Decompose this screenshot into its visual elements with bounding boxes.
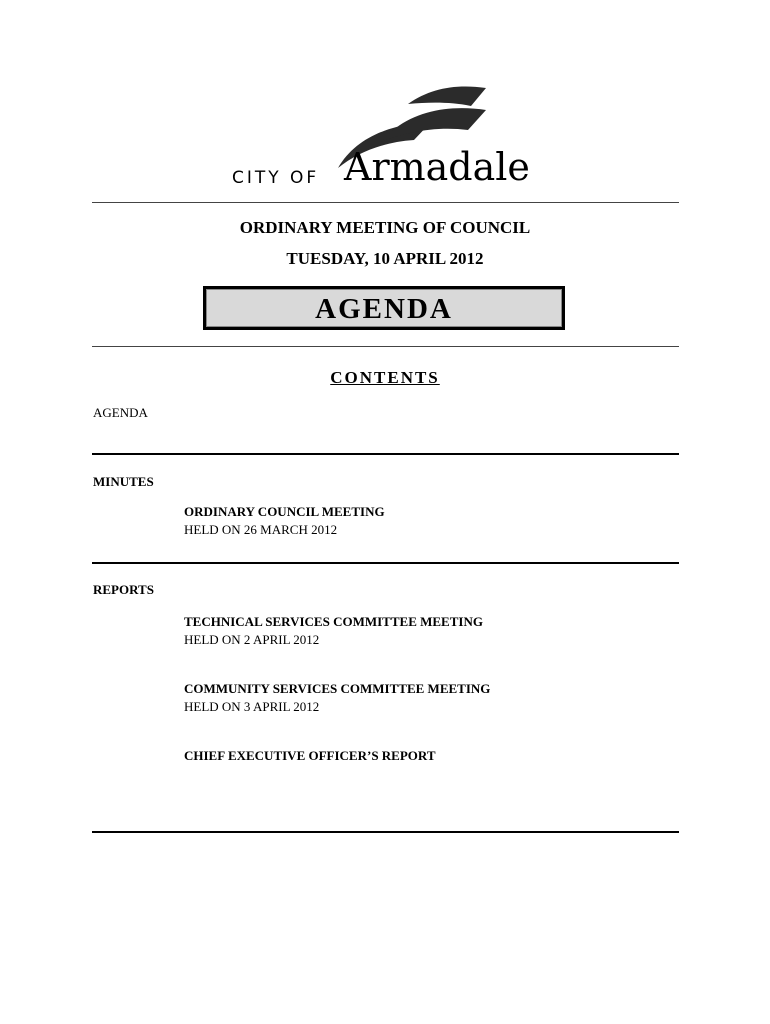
list-item-title: TECHNICAL SERVICES COMMITTEE MEETING <box>184 614 483 629</box>
contents-heading: CONTENTS <box>330 368 440 387</box>
header-divider <box>92 202 679 203</box>
section-divider <box>92 453 679 455</box>
list-item-subtitle: HELD ON 26 MARCH 2012 <box>184 522 338 537</box>
list-item-subtitle: HELD ON 3 APRIL 2012 <box>184 699 320 714</box>
city-logo <box>228 82 548 194</box>
banner-divider <box>92 346 679 347</box>
list-item <box>184 747 436 765</box>
meeting-title: ORDINARY MEETING OF COUNCIL <box>239 218 531 237</box>
reports-section-label: REPORTS <box>93 582 154 597</box>
agenda-banner <box>203 286 565 330</box>
list-item <box>184 680 490 716</box>
section-divider <box>92 562 679 564</box>
list-item-subtitle: HELD ON 2 APRIL 2012 <box>184 632 320 647</box>
list-item-title: ORDINARY COUNCIL MEETING <box>184 504 385 519</box>
logo-city-of-text: CITY OF <box>232 168 320 188</box>
meeting-date: TUESDAY, 10 APRIL 2012 <box>286 249 484 268</box>
list-item-title: COMMUNITY SERVICES COMMITTEE MEETING <box>184 681 491 696</box>
logo-armadale-text: Armadale <box>344 145 530 189</box>
agenda-banner-text: AGENDA <box>315 293 453 325</box>
footer-divider <box>92 831 679 833</box>
agenda-section-label: AGENDA <box>93 405 148 420</box>
list-item <box>184 503 385 539</box>
list-item-title: CHIEF EXECUTIVE OFFICER’S REPORT <box>184 748 436 763</box>
minutes-section-label: MINUTES <box>93 474 154 489</box>
list-item <box>184 613 483 649</box>
